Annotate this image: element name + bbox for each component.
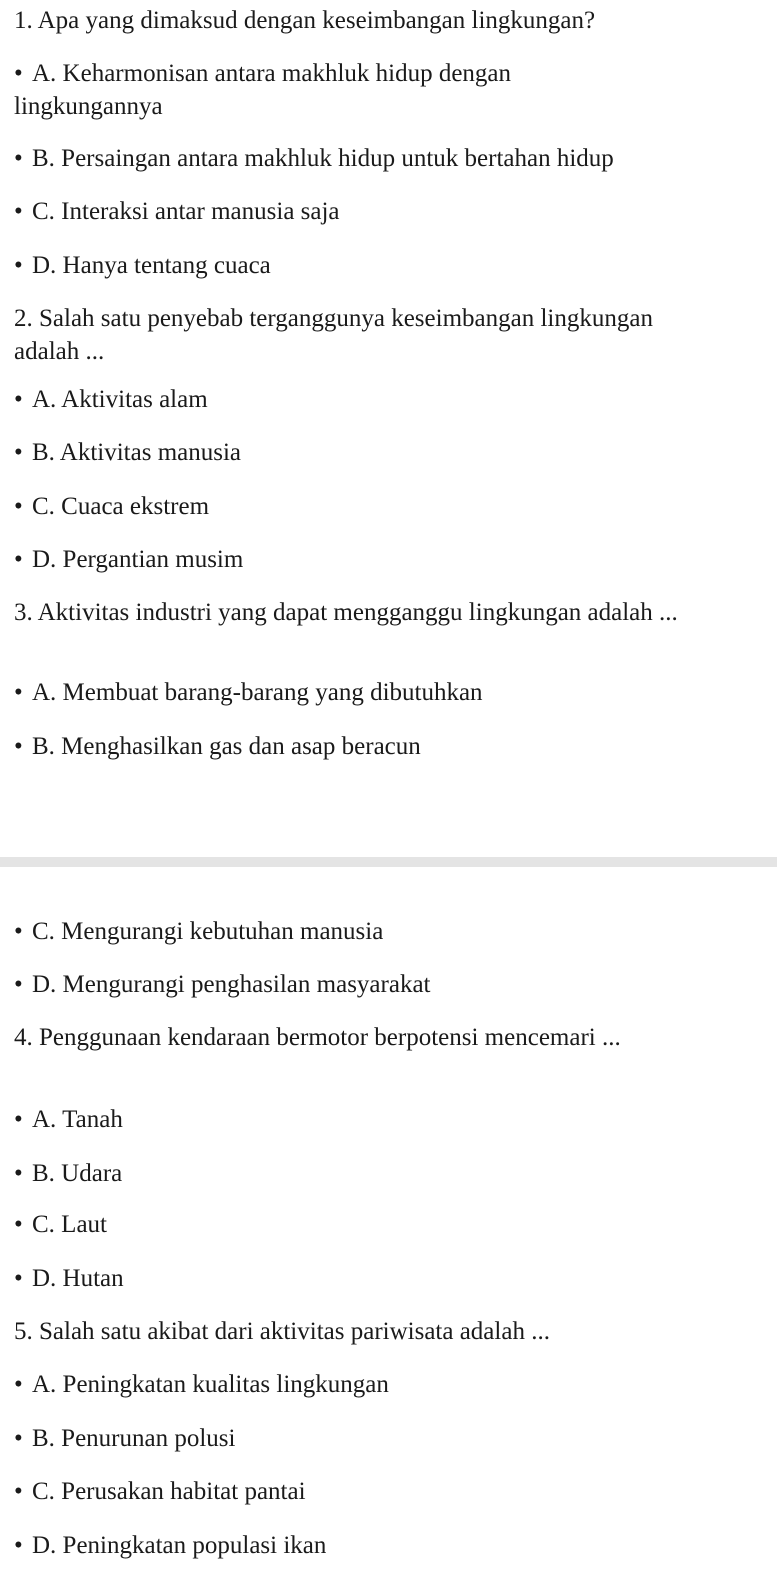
bullet-icon: • [14, 386, 23, 413]
q4-option-d [14, 1262, 764, 1295]
bullet-icon: • [14, 546, 23, 573]
section-divider [0, 857, 777, 867]
q5-option-a [14, 1368, 764, 1401]
bullet-icon: • [14, 1532, 23, 1559]
q3-option-c [14, 915, 764, 948]
option-label: C. Perusakan habitat pantai [32, 1478, 306, 1505]
q2-option-d [14, 543, 764, 576]
bullet-icon: • [14, 1160, 23, 1187]
q3-option-d [14, 968, 764, 1001]
option-label: C. Interaksi antar manusia saja [32, 198, 340, 225]
option-label: B. Aktivitas manusia [32, 439, 242, 466]
option-label: B. Penurunan polusi [32, 1425, 236, 1452]
q1-option-c [14, 195, 764, 228]
bullet-icon: • [14, 679, 23, 706]
option-label: C. Laut [32, 1211, 107, 1238]
option-label: A. Peningkatan kualitas lingkungan [32, 1371, 389, 1398]
option-label: A. Aktivitas alam [32, 386, 208, 413]
bullet-icon: • [14, 252, 23, 279]
q4-option-a [14, 1103, 764, 1136]
bullet-icon: • [14, 145, 23, 172]
bullet-icon: • [14, 60, 23, 87]
bullet-icon: • [14, 1106, 23, 1133]
q4-option-c [14, 1208, 764, 1241]
bullet-icon: • [14, 439, 23, 466]
option-label: B. Persaingan antara makhluk hidup untuk bertahan hidup [32, 145, 614, 172]
q1-option-a [14, 57, 614, 123]
option-label: D. Peningkatan populasi ikan [32, 1532, 327, 1559]
option-label: D. Pergantian musim [32, 546, 244, 573]
q3-option-a [14, 676, 764, 709]
option-label: C. Mengurangi kebutuhan manusia [32, 918, 384, 945]
q2-option-a [14, 383, 764, 416]
option-label: D. Hutan [32, 1265, 124, 1292]
option-label: A. Tanah [32, 1106, 123, 1133]
q5-option-d [14, 1529, 764, 1562]
question-5: 5. Salah satu akibat dari aktivitas pariwisata adalah ... [14, 1318, 550, 1345]
option-label: A. Keharmonisan antara makhluk hidup dengan lingkungannya [14, 60, 512, 120]
bullet-icon: • [14, 1478, 23, 1505]
bullet-icon: • [14, 493, 23, 520]
bullet-icon: • [14, 1425, 23, 1452]
bullet-icon: • [14, 1265, 23, 1292]
q5-option-c [14, 1475, 764, 1508]
question-1: 1. Apa yang dimaksud dengan keseimbangan lingkungan? [14, 7, 596, 34]
q1-option-d [14, 249, 764, 282]
question-3: 3. Aktivitas industri yang dapat mengganggu lingkungan adalah ... [14, 599, 678, 626]
q5-option-b [14, 1422, 764, 1455]
bullet-icon: • [14, 733, 23, 760]
bullet-icon: • [14, 918, 23, 945]
q2-option-c [14, 490, 764, 523]
q1-option-b [14, 142, 764, 175]
bullet-icon: • [14, 971, 23, 998]
q3-option-b [14, 730, 764, 763]
page-section-bottom [0, 867, 777, 1572]
q2-option-b [14, 436, 764, 469]
question-2: 2. Salah satu penyebab terganggunya keseimbangan lingkungan adalah ... [14, 305, 653, 365]
q4-option-b [14, 1157, 764, 1190]
question-4: 4. Penggunaan kendaraan bermotor berpotensi mencemari ... [14, 1024, 621, 1051]
option-label: D. Hanya tentang cuaca [32, 252, 271, 279]
option-label: A. Membuat barang-barang yang dibutuhkan [32, 679, 483, 706]
option-label: D. Mengurangi penghasilan masyarakat [32, 971, 431, 998]
option-label: B. Udara [32, 1160, 123, 1187]
bullet-icon: • [14, 1211, 23, 1238]
option-label: C. Cuaca ekstrem [32, 493, 210, 520]
bullet-icon: • [14, 1371, 23, 1398]
bullet-icon: • [14, 198, 23, 225]
option-label: B. Menghasilkan gas dan asap beracun [32, 733, 421, 760]
